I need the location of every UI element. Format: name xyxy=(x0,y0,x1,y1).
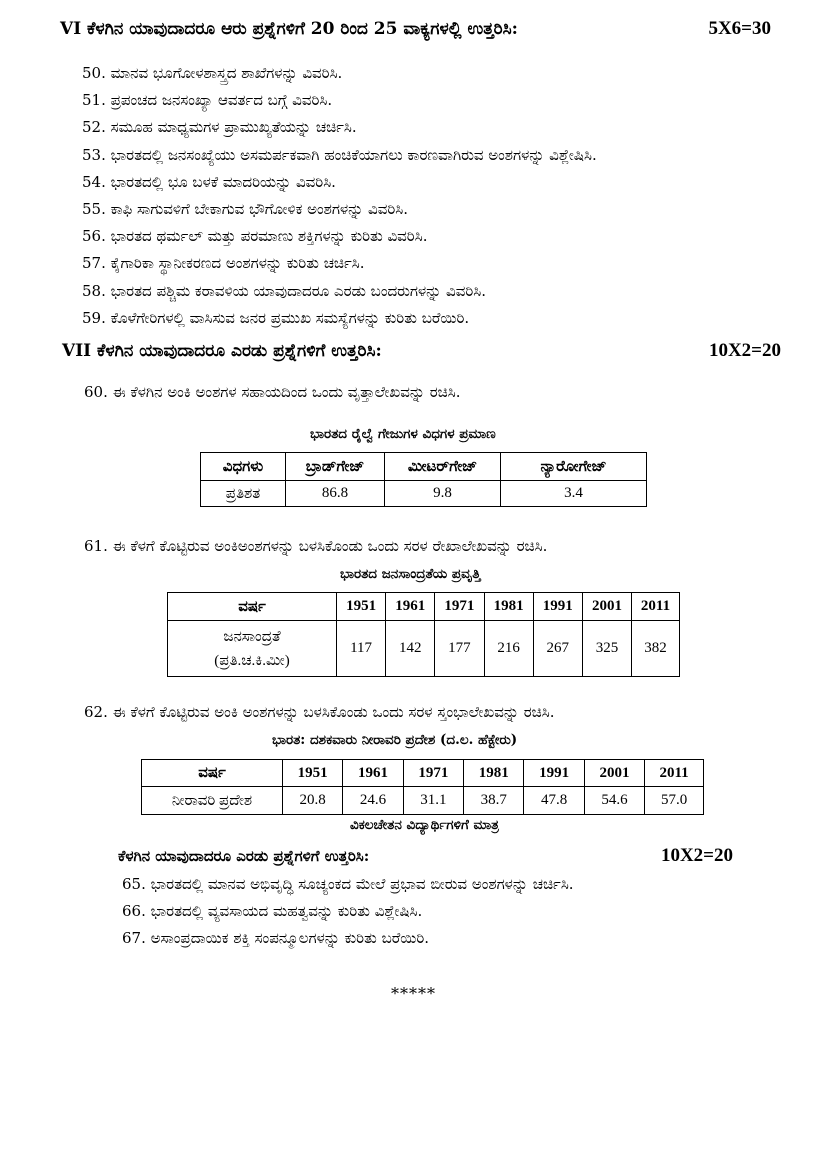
table-row-label: ನೀರಾವರಿ ಪ್ರದೇಶ xyxy=(142,787,283,815)
question-54: 54. ಭಾರತದಲ್ಲಿ ಭೂ ಬಳಕೆ ಮಾದರಿಯನ್ನು ವಿವರಿಸಿ. xyxy=(82,172,336,191)
disabled-section-label: ಕೆಳಗಿನ ಯಾವುದಾದರೂ ಎರಡು ಪ್ರಶ್ನೆಗಳಿಗೆ ಉತ್ತರಿಸಿ: xyxy=(118,847,370,865)
question-56: 56. ಭಾರತದ ಥರ್ಮಲ್ ಮತ್ತು ಪರಮಾಣು ಶಕ್ತಿಗಳನ್ನು ಕುರಿತು ವಿವರಿಸಿ. xyxy=(82,227,428,246)
question-66: 66. ಭಾರತದಲ್ಲಿ ವ್ಯವಸಾಯದ ಮಹತ್ವವನ್ನು ಕುರಿತು ವಿಶ್ಲೇಷಿಸಿ. xyxy=(122,902,423,921)
section-vi-marks: 5X6=30 xyxy=(708,18,771,39)
disabled-section-header xyxy=(118,845,733,867)
section-vi-question-list xyxy=(82,60,597,332)
table-header-cell: 1951 xyxy=(283,760,343,787)
table-row xyxy=(142,787,704,815)
railway-gauge-table xyxy=(200,452,647,507)
table-cell: 54.6 xyxy=(584,787,644,815)
question-57: 57. ಕೈಗಾರಿಕಾ ಸ್ಥಾನೀಕರಣದ ಅಂಶಗಳನ್ನು ಕುರಿತು ಚರ್ಚಿಸಿ. xyxy=(82,254,365,273)
section-vi-label: VI ಕೆಳಗಿನ ಯಾವುದಾದರೂ ಆರು ಪ್ರಶ್ನೆಗಳಿಗೆ 20 ರಿಂದ 25 ವಾಕ್ಯಗಳಲ್ಲಿ ಉತ್ತರಿಸಿ: xyxy=(60,19,518,39)
table-header-row xyxy=(142,760,704,787)
question-55: 55. ಕಾಫಿ ಸಾಗುವಳಿಗೆ ಬೇಕಾಗುವ ಭೌಗೋಳಿಕ ಅಂಶಗಳನ್ನು ವಿವರಿಸಿ. xyxy=(82,199,408,218)
question-50: 50. ಮಾನವ ಭೂಗೋಳಶಾಸ್ತ್ರದ ಶಾಖೆಗಳನ್ನು ವಿವರಿಸಿ. xyxy=(82,64,343,82)
table-cell: 57.0 xyxy=(645,787,704,815)
question-65: 65. ಭಾರತದಲ್ಲಿ ಮಾನವ ಅಭಿವೃದ್ಧಿ ಸೂಚ್ಯಂಕದ ಮೇಲೆ ಪ್ರಭಾವ ಬೀರುವ ಅಂಶಗಳನ್ನು ಚರ್ಚಿಸಿ. xyxy=(122,875,574,893)
table-cell: 24.6 xyxy=(343,787,403,815)
table-header-row xyxy=(201,453,647,481)
table-header-cell: 1981 xyxy=(484,593,533,621)
section-vi-header xyxy=(60,18,771,40)
table-cell: 9.8 xyxy=(385,481,501,507)
question-62: 62. ಈ ಕೆಳಗೆ ಕೊಟ್ಟಿರುವ ಅಂಕಿ ಅಂಶಗಳನ್ನು ಬಳಸಿಕೊಂಡು ಒಂದು ಸರಳ ಸ್ತಂಭಾಲೇಖವನ್ನು ರಚಿಸಿ. xyxy=(84,703,555,721)
table-cell: 31.1 xyxy=(403,787,463,815)
table-header-cell: 2011 xyxy=(632,593,680,621)
table-header-cell: ಬ್ರಾಡ್‌ಗೇಜ್ xyxy=(286,453,385,481)
table-row xyxy=(168,621,680,677)
question-61: 61. ಈ ಕೆಳಗೆ ಕೊಟ್ಟಿರುವ ಅಂಕಿಅಂಶಗಳನ್ನು ಬಳಸಿಕೊಂಡು ಒಂದು ಸರಳ ರೇಖಾಲೇಖವನ್ನು ರಚಿಸಿ. xyxy=(84,537,548,555)
row-label-line2: (ಪ್ರತಿ.ಚ.ಕಿ.ಮೀ) xyxy=(214,652,290,669)
table-cell: 38.7 xyxy=(464,787,524,815)
section-vii-label: VII ಕೆಳಗಿನ ಯಾವುದಾದರೂ ಎರಡು ಪ್ರಶ್ನೆಗಳಿಗೆ ಉತ್ತರಿಸಿ: xyxy=(62,341,382,361)
table-header-cell: 1951 xyxy=(337,593,386,621)
table-header-cell: 2011 xyxy=(645,760,704,787)
question-67: 67. ಅಸಾಂಪ್ರದಾಯಿಕ ಶಕ್ತಿ ಸಂಪನ್ಮೂಲಗಳನ್ನು ಕುರಿತು ಬರೆಯಿರಿ. xyxy=(122,929,430,948)
q61-table-title: ಭಾರತದ ಜನಸಾಂದ್ರತೆಯ ಪ್ರವೃತ್ತಿ xyxy=(340,566,481,582)
q62-table-title: ಭಾರತ: ದಶಕವಾರು ನೀರಾವರಿ ಪ್ರದೇಶ (ದ.ಲ. ಹೆಕ್ಟೇರು) xyxy=(272,732,518,748)
question-51: 51. ಪ್ರಪಂಚದ ಜನಸಂಖ್ಯಾ ಆವರ್ತದ ಬಗ್ಗೆ ವಿವರಿಸಿ. xyxy=(82,91,333,110)
table-row-label: ಪ್ರತಿಶತ xyxy=(201,481,286,507)
question-59: 59. ಕೊಳೆಗೇರಿಗಳಲ್ಲಿ ವಾಸಿಸುವ ಜನರ ಪ್ರಮುಖ ಸಮಸ್ಯೆಗಳನ್ನು ಕುರಿತು ಬರೆಯಿರಿ. xyxy=(82,308,470,327)
table-cell: 86.8 xyxy=(286,481,385,507)
table-cell: 216 xyxy=(484,621,533,677)
table-header-cell: 2001 xyxy=(584,760,644,787)
table-cell: 177 xyxy=(435,621,484,677)
disabled-section-marks: 10X2=20 xyxy=(660,845,733,866)
table-header-cell: 2001 xyxy=(582,593,631,621)
question-53: 53. ಭಾರತದಲ್ಲಿ ಜನಸಂಖ್ಯೆಯು ಅಸಮರ್ಪಕವಾಗಿ ಹಂಚಿಕೆಯಾಗಲು ಕಾರಣವಾಗಿರುವ ಅಂಶಗಳನ್ನು ವಿಶ್ಲೇಷಿಸಿ. xyxy=(82,145,597,164)
q60-table-title: ಭಾರತದ ರೈಲ್ವೆ ಗೇಜುಗಳ ವಿಧಗಳ ಪ್ರಮಾಣ xyxy=(310,426,496,442)
population-density-table xyxy=(167,592,680,677)
table-header-cell: ವರ್ಷ xyxy=(168,593,337,621)
table-cell: 47.8 xyxy=(524,787,584,815)
question-60: 60. ಈ ಕೆಳಗಿನ ಅಂಕಿ ಅಂಶಗಳ ಸಹಾಯದಿಂದ ಒಂದು ವೃತ್ತಾಲೇಖವನ್ನು ರಚಿಸಿ. xyxy=(84,383,461,401)
table-cell: 267 xyxy=(533,621,582,677)
question-52: 52. ಸಮೂಹ ಮಾಧ್ಯಮಗಳ ಪ್ರಾಮುಖ್ಯತೆಯನ್ನು ಚರ್ಚಿಸಿ. xyxy=(82,118,357,137)
table-header-cell: 1971 xyxy=(403,760,463,787)
table-header-cell: 1961 xyxy=(386,593,435,621)
table-header-cell: ವರ್ಷ xyxy=(142,760,283,787)
irrigated-area-table xyxy=(141,759,704,815)
table-cell: 325 xyxy=(582,621,631,677)
table-cell: 382 xyxy=(632,621,680,677)
disabled-students-note: ವಿಕಲಚೇತನ ವಿದ್ಯಾರ್ಥಿಗಳಿಗೆ ಮಾತ್ರ xyxy=(350,817,499,833)
table-cell: 20.8 xyxy=(283,787,343,815)
table-header-cell: ನ್ಯಾರೋಗೇಜ್ xyxy=(501,453,647,481)
row-label-line1: ಜನಸಾಂದ್ರತೆ xyxy=(223,628,281,645)
table-header-cell: 1991 xyxy=(524,760,584,787)
table-header-cell: 1971 xyxy=(435,593,484,621)
table-row xyxy=(201,481,647,507)
table-header-cell: 1961 xyxy=(343,760,403,787)
table-header-cell: 1991 xyxy=(533,593,582,621)
question-58: 58. ಭಾರತದ ಪಶ್ಚಿಮ ಕರಾವಳಿಯ ಯಾವುದಾದರೂ ಎರಡು ಬಂದರುಗಳನ್ನು ವಿವರಿಸಿ. xyxy=(82,281,486,300)
disabled-question-list xyxy=(122,871,574,953)
table-header-cell: ಮೀಟರ್‌ಗೇಜ್ xyxy=(385,453,501,481)
table-cell: 117 xyxy=(337,621,386,677)
table-header-row xyxy=(168,593,680,621)
table-row-label xyxy=(168,621,337,677)
section-vii-header xyxy=(62,340,781,362)
table-header-cell: ವಿಧಗಳು xyxy=(201,453,286,481)
table-cell: 3.4 xyxy=(501,481,647,507)
table-cell: 142 xyxy=(386,621,435,677)
end-of-paper-mark: ***** xyxy=(391,984,436,1003)
section-vii-marks: 10X2=20 xyxy=(708,340,781,361)
table-header-cell: 1981 xyxy=(464,760,524,787)
